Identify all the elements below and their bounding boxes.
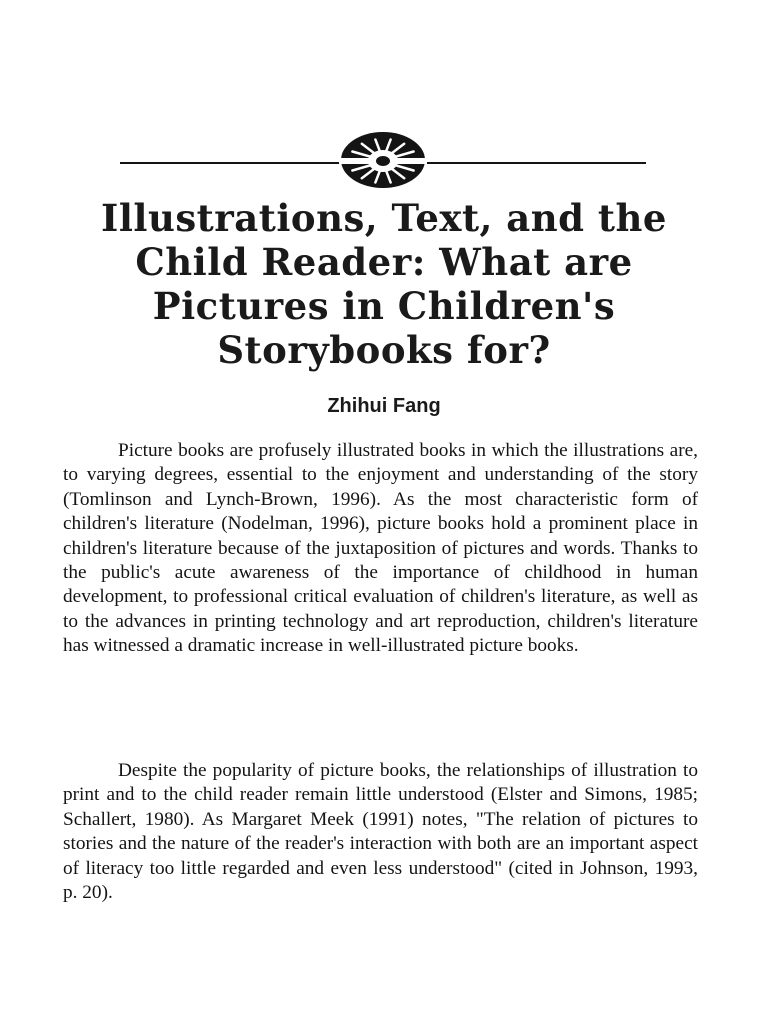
- emblem-core: [376, 156, 390, 166]
- title-line: Storybooks for?: [217, 328, 551, 372]
- paragraph-text: Despite the popularity of picture books, the relationships of illustration to print and to the child reader remain little understood (Elster and Simons, 1985; Schallert, 1980). As Margaret Meek (1991) notes, "The relation of pictures to stories and the nature of the reader's interaction with both are an important aspect of literacy too little regarded and even less understood" (cited in Johnson, 1993, p. 20).: [63, 760, 698, 904]
- body-paragraph-2: [63, 759, 698, 905]
- title-line: Pictures in Children's: [152, 284, 616, 328]
- body-paragraph-1: [63, 439, 698, 659]
- article-title: [60, 196, 708, 372]
- title-line: Illustrations, Text, and the: [101, 196, 667, 240]
- author-name: Zhihui Fang: [327, 395, 441, 417]
- sunburst-divider-icon: [120, 124, 646, 196]
- title-line: Child Reader: What are: [135, 240, 633, 284]
- paragraph-text: Picture books are profusely illustrated books in which the illustrations are, to varying degrees, essential to the enjoyment and understanding of the story (Tomlinson and Lynch-Brown, 1996). As the most characteristic form of children's literature (Nodelman, 1996), picture books hold a prominent place in children's literature because of the juxtaposition of pictures and words. Thanks to the public's acute awareness of the importance of childhood in human development, to professional critical evaluation of children's literature, as well as to the advances in printing technology and art reproduction, children's literature has witnessed a dramatic increase in well-illustrated picture books.: [63, 440, 698, 657]
- sunburst-emblem: [339, 132, 427, 188]
